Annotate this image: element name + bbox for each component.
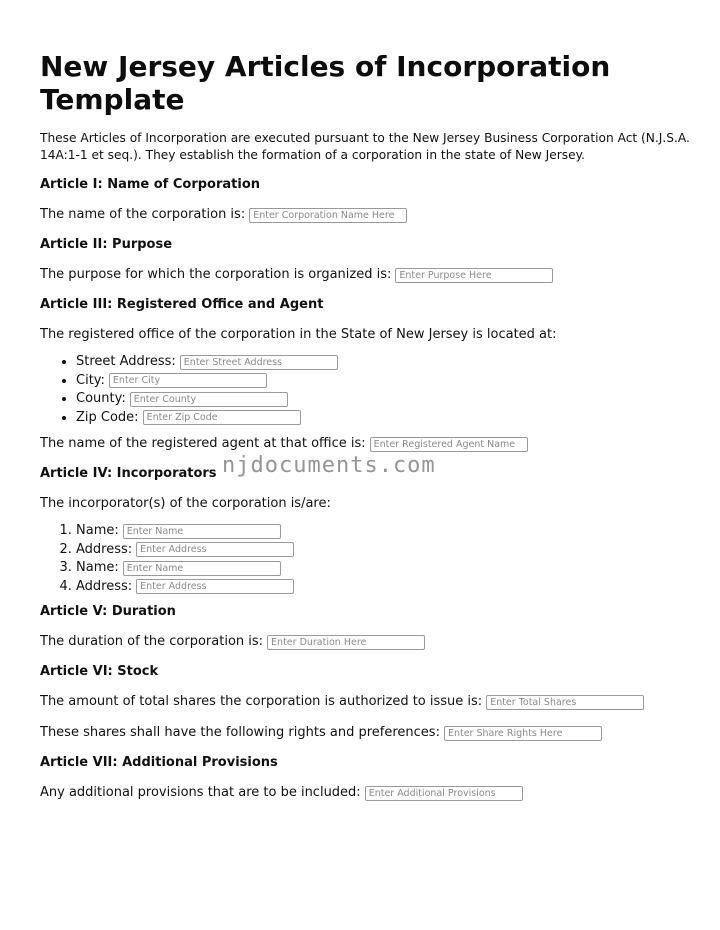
registered-agent-label: The name of the registered agent at that office is: xyxy=(40,436,366,451)
purpose-input[interactable] xyxy=(395,268,553,283)
list-item xyxy=(76,390,690,409)
city-input[interactable] xyxy=(109,373,267,388)
incorporator-1-address-input[interactable] xyxy=(136,542,294,557)
registered-office-list xyxy=(40,353,690,427)
registered-agent-row xyxy=(40,435,690,453)
duration-label: The duration of the corporation is: xyxy=(40,634,264,649)
document-page xyxy=(40,50,690,815)
purpose-row xyxy=(40,266,690,284)
list-item xyxy=(76,353,690,372)
additional-provisions-label: Any additional provisions that are to be included: xyxy=(40,785,361,800)
share-rights-row xyxy=(40,724,690,742)
watermark: njdocuments.com xyxy=(222,453,436,478)
article-1-heading: Article I: Name of Corporation xyxy=(40,177,261,192)
article-7-heading: Article VII: Additional Provisions xyxy=(40,755,278,770)
share-rights-label: These shares shall have the following rights and preferences: xyxy=(40,725,440,740)
list-item xyxy=(76,522,690,541)
incorporator-name-label: 3. Name: xyxy=(76,560,119,575)
county-input[interactable] xyxy=(130,392,288,407)
corporation-name-label: The name of the corporation is: xyxy=(40,207,246,222)
incorporator-2-address-input[interactable] xyxy=(136,579,294,594)
article-3-heading: Article III: Registered Office and Agent xyxy=(40,297,324,312)
list-item xyxy=(76,409,690,428)
list-item xyxy=(76,372,690,391)
registered-agent-input[interactable] xyxy=(370,437,528,452)
duration-row xyxy=(40,633,690,651)
corporation-name-row xyxy=(40,206,690,224)
city-label: • City: xyxy=(76,372,105,388)
incorporator-2-name-input[interactable] xyxy=(123,561,281,576)
article-6-heading: Article VI: Stock xyxy=(40,664,159,679)
street-address-label: • Street Address: xyxy=(76,354,176,369)
incorporator-address-label: 4. Address: xyxy=(76,578,133,594)
additional-provisions-row xyxy=(40,784,690,802)
total-shares-label: The amount of total shares the corporation is authorized to issue is: xyxy=(40,694,483,709)
incorporators-text: The incorporator(s) of the corporation is/are: xyxy=(40,496,331,511)
list-item xyxy=(76,559,690,578)
share-rights-input[interactable] xyxy=(444,726,602,741)
incorporators-list xyxy=(40,522,690,596)
additional-provisions-input[interactable] xyxy=(365,786,523,801)
incorporator-address-label: 2. Address: xyxy=(76,541,133,557)
county-label: • County: xyxy=(76,391,126,406)
article-5-heading: Article V: Duration xyxy=(40,604,176,619)
total-shares-input[interactable] xyxy=(486,695,644,710)
corporation-name-input[interactable] xyxy=(249,208,407,223)
list-item xyxy=(76,541,690,560)
page-title: New Jersey Articles of Incorporation Template xyxy=(40,50,611,116)
duration-input[interactable] xyxy=(267,635,425,650)
intro-paragraph: These Articles of Incorporation are executed pursuant to the New Jersey Business Corporation Act (N.J.S.A. 14A:1-1 et seq.). They establish the formation of a corporation in the state of New Jersey. xyxy=(40,131,690,162)
article-2-heading: Article II: Purpose xyxy=(40,237,173,252)
article-4-heading: Article IV: Incorporators xyxy=(40,466,217,481)
zip-code-input[interactable] xyxy=(143,410,301,425)
zip-code-label: • Zip Code: xyxy=(76,409,139,425)
incorporator-name-label: 1. Name: xyxy=(76,523,119,538)
street-address-input[interactable] xyxy=(180,355,338,370)
total-shares-row xyxy=(40,693,690,711)
incorporator-1-name-input[interactable] xyxy=(123,524,281,539)
list-item xyxy=(76,578,690,597)
purpose-label: The purpose for which the corporation is organized is: xyxy=(40,267,392,282)
registered-office-text: The registered office of the corporation in the State of New Jersey is located at: xyxy=(40,327,557,342)
